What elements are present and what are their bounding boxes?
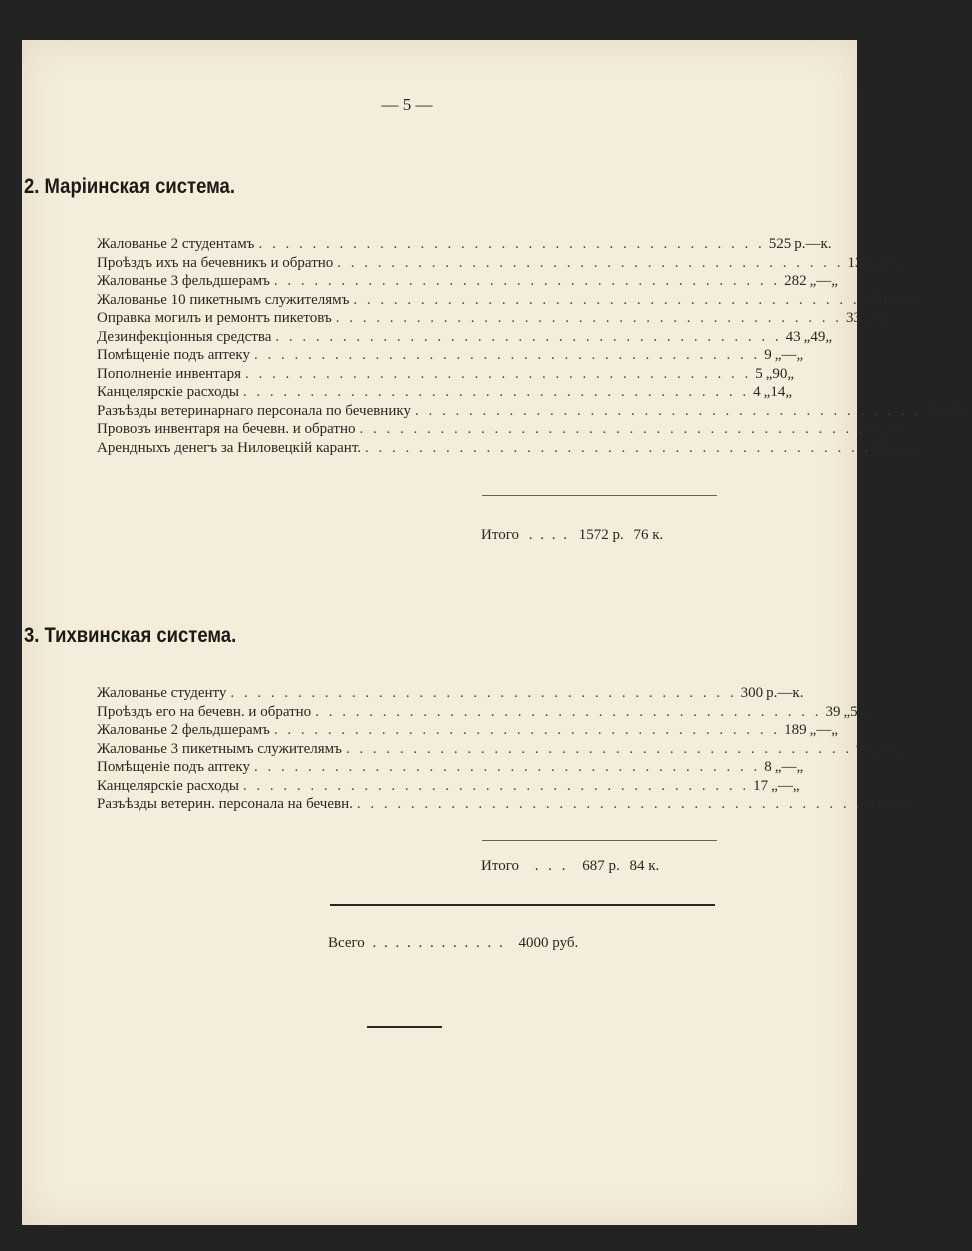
rubles-mark: „ bbox=[774, 347, 782, 363]
amount-kopecks: 97 bbox=[879, 254, 895, 271]
expense-row bbox=[97, 347, 804, 366]
expense-label: Провозъ инвентаря на бечевн. и обратно bbox=[97, 421, 356, 437]
kopecks-mark: „ bbox=[964, 402, 972, 419]
expense-row bbox=[97, 310, 893, 329]
section-title-tikhvin: 3. Тихвинская система. bbox=[24, 624, 237, 647]
expense-row bbox=[97, 777, 800, 797]
expense-row bbox=[97, 796, 914, 815]
amount-kopecks: 49 bbox=[810, 328, 826, 345]
expense-row bbox=[97, 236, 832, 255]
grand-total-value: 4000 руб. bbox=[518, 935, 579, 951]
grand-total-dots: . . . . . . . . . . . . bbox=[372, 935, 505, 951]
total-label: Итого bbox=[481, 527, 519, 543]
rubles-mark: „ bbox=[763, 384, 771, 400]
amount-rubles: 4 bbox=[753, 384, 761, 400]
amount-kopecks: 54 bbox=[850, 703, 866, 720]
kopecks-mark: „ bbox=[910, 291, 918, 308]
amount-rubles: 59 bbox=[925, 402, 941, 419]
expense-label: Жалованье 2 фельдшерамъ bbox=[97, 722, 270, 738]
expense-label: Жалованье 3 пикетнымъ служителямъ bbox=[97, 740, 342, 757]
total-dots: . . . bbox=[534, 858, 569, 874]
leader-dots: . . . . . . . . . . . . . . . . . . . . . . . . . . . . . . . . . . . . . . bbox=[315, 703, 822, 720]
amount-rubles: 33 bbox=[845, 310, 861, 326]
leader-dots: . . . . . . . . . . . . . . . . . . . . . . . . . . . . . . . . . . . . . . bbox=[356, 796, 864, 812]
amount-rubles: 43 bbox=[785, 328, 801, 345]
leader-dots: . . . . . . . . . . . . . . . . . . . . . . . . . . . . . . . . . . . . . . bbox=[353, 291, 860, 308]
end-rule bbox=[367, 1026, 442, 1028]
expense-label: Помѣщеніе подъ аптеку bbox=[97, 347, 251, 363]
amount-rubles: 135 bbox=[847, 254, 871, 271]
expense-label: Разъѣзды ветерин. персонала на бечевн. bbox=[97, 796, 353, 812]
amount-kopecks: — bbox=[805, 236, 821, 252]
amount-kopecks: 90 bbox=[772, 365, 788, 382]
leader-dots: . . . . . . . . . . . . . . . . . . . . . . . . . . . . . . . . . . . . . . bbox=[337, 254, 844, 271]
kopecks-mark: „ bbox=[906, 796, 914, 812]
kopecks-mark: „ bbox=[895, 740, 903, 757]
leader-dots: . . . . . . . . . . . . . . . . . . . . . . . . . . . . . . . . . . . . . . bbox=[258, 236, 765, 252]
rubles-mark: „ bbox=[843, 703, 851, 720]
total-row-tikhvin bbox=[481, 858, 659, 875]
rubles-mark: „ bbox=[943, 402, 950, 419]
rubles-mark: „ bbox=[774, 759, 782, 775]
kopecks-mark: „ bbox=[787, 365, 795, 382]
rubles-mark: „ bbox=[885, 796, 892, 812]
amount-rubles: 44 bbox=[867, 796, 883, 812]
leader-dots: . . . . . . . . . . . . . . . . . . . . . . . . . . . . . . . . . . . . . . bbox=[242, 777, 750, 794]
kopecks-mark: „ bbox=[885, 310, 893, 326]
expense-label: Проѣздъ ихъ на бечевникъ и обратно bbox=[97, 254, 334, 271]
expense-row bbox=[97, 273, 838, 292]
expense-row bbox=[97, 439, 922, 459]
leader-dots: . . . . . . . . . . . . . . . . . . . . . . . . . . . . . . . . . . . . . . bbox=[335, 310, 842, 326]
total-rule-mariinsk bbox=[482, 495, 717, 496]
expense-label: Жалованье 2 студентамъ bbox=[97, 236, 255, 252]
rubles-mark: „ bbox=[809, 273, 817, 289]
expense-row bbox=[97, 402, 972, 422]
amount-rubles: 189 bbox=[784, 722, 807, 738]
amount-kopecks: 29 bbox=[949, 402, 965, 419]
grand-total-row bbox=[328, 935, 688, 952]
expense-row bbox=[97, 703, 872, 723]
grand-total-rule bbox=[330, 904, 715, 906]
leader-dots: . . . . . . . . . . . . . . . . . . . . . . . . . . . . . . . . . . . . . . bbox=[254, 347, 761, 363]
kopecks-mark: „ bbox=[831, 722, 838, 738]
total-row-mariinsk bbox=[481, 527, 663, 544]
rubles-mark: „ bbox=[873, 254, 880, 271]
amount-kopecks: 14 bbox=[770, 384, 786, 400]
expense-label: Помѣщеніе подъ аптеку bbox=[97, 759, 251, 775]
amount-kopecks: — bbox=[886, 421, 902, 437]
kopecks-mark: „ bbox=[825, 328, 832, 345]
total-value: 1572 р. bbox=[578, 527, 624, 543]
amount-kopecks: — bbox=[899, 439, 915, 456]
rubles-mark: „ bbox=[874, 740, 881, 757]
amount-rubles: 39 bbox=[825, 703, 841, 720]
expense-row bbox=[97, 384, 793, 403]
total-rule-tikhvin bbox=[482, 840, 717, 841]
kopecks-mark: „ bbox=[831, 273, 838, 289]
amount-rubles: 525 bbox=[768, 236, 792, 252]
section-title-mariinsk: 2. Маріинская система. bbox=[24, 175, 235, 198]
amount-kopecks: — bbox=[777, 777, 793, 794]
leader-dots: . . . . . . . . . . . . . . . . . . . . . . . . . . . . . . . . . . . . . . bbox=[345, 740, 853, 757]
leader-dots: . . . . . . . . . . . . . . . . . . . . . . . . . . . . . . . . . . . . . . bbox=[273, 722, 781, 738]
total-kop: 84 к. bbox=[629, 858, 660, 874]
amount-rubles: 8 bbox=[869, 421, 878, 437]
expense-row bbox=[97, 740, 903, 760]
amount-kopecks: — bbox=[777, 685, 793, 701]
kopecks-mark: „ bbox=[796, 759, 804, 775]
rubles-mark: „ bbox=[803, 328, 811, 345]
expense-label: Канцелярскіе расходы bbox=[97, 777, 239, 794]
kopecks-mark: к. bbox=[792, 685, 804, 701]
expense-list-tikhvin bbox=[97, 685, 914, 815]
amount-rubles: 450 bbox=[863, 291, 887, 308]
kopecks-mark: к. bbox=[820, 236, 832, 252]
expense-row bbox=[97, 328, 832, 348]
expense-label: Жалованье студенту bbox=[97, 685, 227, 701]
kopecks-mark: „ bbox=[796, 347, 804, 363]
leader-dots: . . . . . . . . . . . . . . . . . . . . . . . . . . . . . . . . . . . . . . bbox=[273, 273, 781, 289]
rubles-mark: р. bbox=[766, 685, 778, 701]
amount-kopecks: 30 bbox=[891, 796, 907, 812]
amount-kopecks: — bbox=[816, 273, 832, 289]
expense-list-mariinsk bbox=[97, 236, 972, 458]
total-kop: 76 к. bbox=[633, 527, 664, 543]
expense-row bbox=[97, 365, 795, 385]
leader-dots: . . . . . . . . . . . . . . . . . . . . . . . . . . . . . . . . . . . . . . bbox=[414, 402, 922, 419]
expense-label: Жалованье 3 фельдшерамъ bbox=[97, 273, 270, 289]
rubles-mark: „ bbox=[771, 777, 778, 794]
rubles-mark: „ bbox=[893, 439, 900, 456]
expense-row bbox=[97, 421, 909, 440]
document-page bbox=[22, 40, 972, 1225]
rubles-mark: р. bbox=[794, 236, 806, 252]
kopecks-mark: „ bbox=[865, 703, 872, 720]
kopecks-mark: „ bbox=[901, 421, 909, 437]
total-label: Итого bbox=[481, 858, 519, 874]
amount-rubles: 300 bbox=[740, 685, 764, 701]
leader-dots: . . . . . . . . . . . . . . . . . . . . . . . . . . . . . . . . . . . . . . bbox=[275, 328, 782, 345]
leader-dots: . . . . . . . . . . . . . . . . . . . . . . . . . . . . . . . . . . . . . . bbox=[242, 384, 750, 400]
leader-dots: . . . . . . . . . . . . . . . . . . . . . . . . . . . . . . . . . . . . . . bbox=[359, 421, 866, 437]
amount-rubles: 16 bbox=[875, 439, 891, 456]
total-dots: . . . . bbox=[528, 527, 569, 543]
expense-label: Пополненіе инвентаря bbox=[97, 365, 241, 382]
expense-label: Оправка могилъ и ремонтъ пикетовъ bbox=[97, 310, 332, 326]
amount-kopecks: — bbox=[781, 347, 797, 363]
kopecks-mark: „ bbox=[785, 384, 793, 400]
amount-kopecks: — bbox=[816, 722, 832, 738]
expense-label: Разъѣзды ветеринарнаго персонала по бечевнику bbox=[97, 402, 411, 419]
expense-label: Дезинфекціонныя средства bbox=[97, 328, 272, 345]
leader-dots: . . . . . . . . . . . . . . . . . . . . . . . . . . . . . . . . . . . . . . bbox=[254, 759, 761, 775]
expense-label: Арендныхъ денегъ за Ниловецкій карант. bbox=[97, 439, 361, 456]
expense-row bbox=[97, 685, 804, 704]
rubles-mark: „ bbox=[765, 365, 773, 382]
expense-label: Проѣздъ его на бечевн. и обратно bbox=[97, 703, 312, 720]
amount-rubles: 90 bbox=[856, 740, 872, 757]
amount-rubles: 282 bbox=[784, 273, 807, 289]
page-number: — 5 — bbox=[381, 95, 433, 114]
amount-rubles: 8 bbox=[764, 759, 772, 775]
kopecks-mark: „ bbox=[914, 439, 922, 456]
amount-kopecks: — bbox=[781, 759, 797, 775]
expense-row bbox=[97, 291, 918, 311]
amount-rubles: 5 bbox=[755, 365, 763, 382]
rubles-mark: „ bbox=[809, 722, 817, 738]
rubles-mark: „ bbox=[880, 421, 887, 437]
leader-dots: . . . . . . . . . . . . . . . . . . . . . . . . . . . . . . . . . . . . . . bbox=[365, 439, 872, 456]
expense-row bbox=[97, 722, 838, 741]
amount-kopecks: — bbox=[895, 291, 911, 308]
leader-dots: . . . . . . . . . . . . . . . . . . . . . . . . . . . . . . . . . . . . . . bbox=[230, 685, 737, 701]
rubles-mark: „ bbox=[863, 310, 871, 326]
kopecks-mark: „ bbox=[894, 254, 902, 271]
leader-dots: . . . . . . . . . . . . . . . . . . . . . . . . . . . . . . . . . . . . . . bbox=[244, 365, 752, 382]
amount-rubles: 9 bbox=[764, 347, 772, 363]
grand-total-label: Всего bbox=[328, 935, 365, 951]
expense-row bbox=[97, 254, 902, 274]
expense-row bbox=[97, 759, 804, 778]
amount-rubles: 17 bbox=[753, 777, 769, 794]
rubles-mark: „ bbox=[889, 291, 896, 308]
total-value: 687 р. bbox=[582, 858, 620, 874]
amount-kopecks: 97 bbox=[870, 310, 886, 326]
expense-label: Канцелярскіе расходы bbox=[97, 384, 239, 400]
kopecks-mark: „ bbox=[792, 777, 800, 794]
amount-kopecks: — bbox=[880, 740, 896, 757]
expense-label: Жалованье 10 пикетнымъ служителямъ bbox=[97, 291, 350, 308]
